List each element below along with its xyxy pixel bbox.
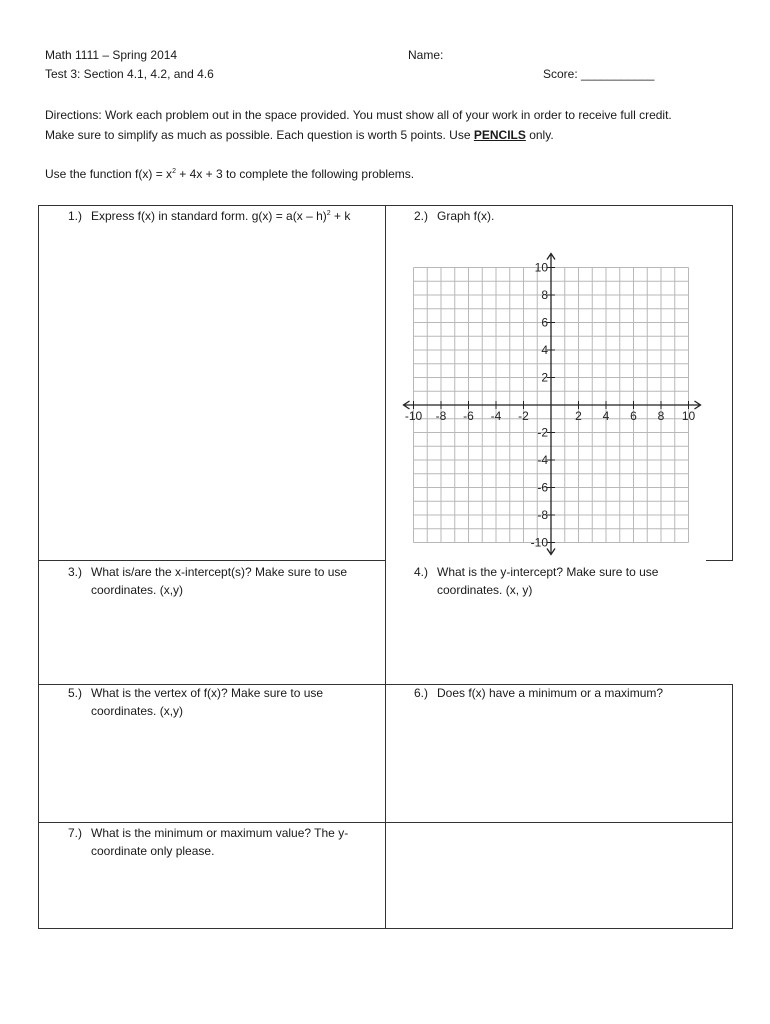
question-text: What is the minimum or maximum value? The y-coordinate only please. [91, 826, 349, 858]
course-title: Math 1111 – Spring 2014 [45, 48, 178, 62]
x-tick-label: 2 [575, 409, 582, 423]
question-exponent: 2 [326, 210, 331, 217]
directions-line-1: Directions: Work each problem out in the space provided. You must show all of your work in order to receive full credit. [45, 108, 672, 122]
function-exponent: 2 [172, 168, 176, 175]
function-text-end: + 4x + 3 to complete the following problems. [175, 167, 415, 181]
table-divider-row-3 [38, 822, 733, 823]
y-tick-label: -6 [537, 480, 548, 495]
x-tick-label: -4 [490, 409, 502, 423]
question-number: 7.) [68, 826, 83, 840]
y-tick-label: -4 [537, 453, 548, 467]
x-tick-label: -6 [463, 409, 474, 423]
table-border-right-lower [732, 684, 733, 929]
directions-text: Make sure to simplify as much as possible. Each question is worth 5 points. Use [45, 128, 474, 142]
question-text: What is the y-intercept? Make sure to use coordinates. (x, y) [437, 565, 659, 597]
directions-text-end: only. [525, 128, 554, 142]
question-text: Graph f(x). [437, 209, 495, 223]
question-number: 5.) [68, 686, 83, 700]
question-number: 1.) [68, 209, 83, 223]
test-title: Test 3: Section 4.1, 4.2, and 4.6 [45, 67, 214, 81]
table-divider-row-1-left [38, 560, 386, 561]
question-number: 6.) [414, 686, 429, 700]
y-tick-label: -8 [537, 508, 548, 522]
y-tick-label: 10 [534, 260, 548, 275]
y-tick-label: 6 [541, 315, 548, 330]
pencils-emphasis: PENCILS [473, 128, 526, 142]
question-5 [68, 684, 380, 724]
x-tick-label: 4 [602, 409, 610, 423]
question-3 [68, 563, 380, 603]
name-label: Name: [408, 48, 444, 62]
table-divider-vertical [385, 205, 386, 929]
x-tick-label: 10 [681, 409, 696, 423]
x-tick-label: 6 [630, 409, 637, 423]
question-text: What is the vertex of f(x)? Make sure to use coordinates. (x,y) [91, 686, 324, 718]
question-2 [414, 207, 714, 227]
question-1 [68, 207, 380, 227]
question-text-end: + k [330, 209, 351, 223]
table-divider-row-1-right [706, 560, 733, 561]
x-tick-label: 8 [657, 409, 665, 423]
score-label: Score: ___________ [543, 67, 655, 81]
function-text: Use the function f(x) = x [45, 167, 173, 181]
table-border-left [38, 205, 39, 929]
question-text-main: Express f(x) in standard form. g(x) = a(x – h) [91, 209, 327, 223]
x-tick-label: -8 [435, 409, 447, 423]
question-number: 3.) [68, 565, 83, 579]
axes [404, 254, 701, 555]
coordinate-grid [396, 246, 706, 566]
x-tick-label: -2 [518, 409, 529, 423]
function-statement [45, 166, 414, 182]
question-number: 4.) [414, 565, 429, 579]
x-tick-label: -10 [404, 409, 423, 423]
directions-line-2 [45, 127, 554, 143]
y-tick-label: 2 [541, 370, 548, 385]
question-4 [414, 563, 714, 603]
table-border-right [732, 205, 733, 560]
question-number: 2.) [414, 209, 429, 223]
y-tick-label: 8 [541, 288, 548, 302]
y-tick-label: -10 [530, 535, 548, 550]
y-tick-label: -2 [537, 425, 548, 440]
y-tick-label: 4 [541, 343, 548, 357]
question-text: Does f(x) have a minimum or a maximum? [437, 686, 664, 700]
question-6 [414, 684, 714, 704]
question-7 [68, 824, 380, 864]
question-text: What is/are the x-intercept(s)? Make sure to use coordinates. (x,y) [91, 565, 348, 597]
question-text [91, 207, 350, 225]
